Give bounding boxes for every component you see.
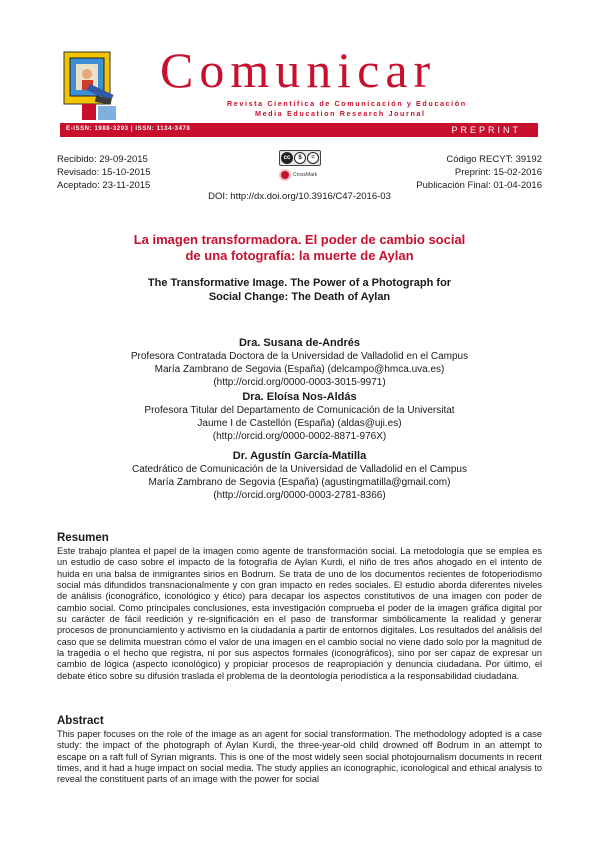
recyt-code: Código RECYT: 39192 bbox=[446, 154, 542, 165]
title-english bbox=[60, 276, 539, 304]
resumen-body: Este trabajo plantea el papel de la imagen como agente de transformación social. La metodología que se emplea es un estudio de caso sobre el impacto de la fotografía de Aylan Kurdi, el niño de tres años ahogado en el intento de huida en una balsa de inmigrantes sirios en Bodrum. Se trata de uno de los documentos recientes de fotoperiodismo social más difundidos transnacionalmente y con gran impacto en redes sociales. El estudio aborda diferentes niveles de análisis (iconográfico, iconológico y ético) para decapar los aspectos constitutivos de una imagen con poder de cambio social. Como principales conclusiones, esta investigación comprueba el poder de la imagen gráfica digital por su carácter de fácil reedición y re-significación en el paso de transformar simbólicamente la realidad y generar procesos de pronunciamiento y activismo en la ciudadanía a partir de entornos digitales. Los resultados del análisis del caso que se delimita muestran cómo el valor de una imagen en el cambio social no viene dado solo por la magnitud de la tragedia o el hecho que registra, ni por sus aspectos formales (iconográficos), sino por ser capaz de expresar un cambio de lógica (aspecto iconológico) y propiciar procesos de reapropiación y denuncia ciudadana. Por último, el debate ético sobre su difusión traslada el problema de la deontología periodística a la responsabilidad ciudadana. bbox=[57, 546, 542, 681]
journal-subtitle-en: Media Education Research Journal bbox=[255, 109, 426, 118]
accepted-date: Aceptado: 23-11-2015 bbox=[57, 180, 151, 191]
author-name: Dr. Agustín García-Matilla bbox=[232, 450, 367, 462]
author-block bbox=[60, 449, 539, 502]
author-block bbox=[60, 336, 539, 389]
issn-text: E-ISSN: 1988-3293 | ISSN: 1134-3478 bbox=[66, 126, 191, 132]
revised-date: Revisado: 15-10-2015 bbox=[57, 167, 151, 178]
preprint-date: Preprint: 15-02-2016 bbox=[454, 167, 542, 178]
title-english-line2: Social Change: The Death of Aylan bbox=[208, 291, 391, 303]
title-spanish bbox=[60, 232, 539, 263]
crossref-label: CrossMark bbox=[293, 171, 318, 178]
crossref-icon[interactable] bbox=[279, 167, 319, 182]
author-affiliation: Profesora Contratada Doctora de la Universidad de Valladolid en el Campus bbox=[130, 351, 469, 362]
abstract-body: This paper focuses on the role of the image as an agent for social transformation. The methodology adopted is a case study: the impact of the photograph of Aylan Kurdi, the three-year-old child drowned off Bodrum in an attempt to escape on a raft full of Syrian migrants. This is one of the most widely seen social photojournalism documents in recent times, and it had a huge impact on social media. The study applies an iconographic, iconological and ethical analysis to reveal the constituent parts of an image with the power for social bbox=[57, 729, 542, 785]
journal-title: Comunicar bbox=[160, 42, 437, 98]
title-spanish-line1: La imagen transformadora. El poder de cambio social bbox=[133, 232, 466, 247]
author-affiliation: María Zambrano de Segovia (España) (agustingmatilla@gmail.com) bbox=[148, 477, 451, 488]
author-affiliation: Jaume I de Castellón (España) (aldas@uji.es) bbox=[197, 418, 402, 429]
author-affiliation: Profesora Titular del Departamento de Comunicación de la Universitat bbox=[144, 405, 455, 416]
creative-commons-icon[interactable]: cc $ = bbox=[279, 150, 321, 166]
publication-info bbox=[416, 153, 542, 192]
abstract-heading: Abstract bbox=[57, 715, 104, 727]
author-orcid[interactable]: (http://orcid.org/0000-0002-8871-976X) bbox=[212, 431, 387, 442]
abstract-section bbox=[57, 714, 542, 786]
author-block bbox=[60, 390, 539, 443]
author-affiliation: Catedrático de Comunicación de la Universidad de Valladolid en el Campus bbox=[131, 464, 467, 475]
resumen-section bbox=[57, 531, 542, 682]
author-name: Dra. Eloísa Nos-Aldás bbox=[242, 391, 357, 403]
author-orcid[interactable]: (http://orcid.org/0000-0003-3015-9971) bbox=[213, 377, 386, 388]
submission-dates bbox=[57, 153, 150, 192]
author-affiliation: María Zambrano de Segovia (España) (delcampo@hmca.uva.es) bbox=[154, 364, 445, 375]
journal-logo bbox=[62, 44, 124, 124]
title-english-line1: The Transformative Image. The Power of a Photograph for bbox=[147, 277, 452, 289]
author-name: Dra. Susana de-Andrés bbox=[238, 337, 361, 349]
doi-link[interactable]: DOI: http://dx.doi.org/10.3916/C47-2016-03 bbox=[208, 191, 391, 202]
preprint-label: PREPRINT bbox=[451, 125, 521, 135]
final-publication-date: Publicación Final: 01-04-2016 bbox=[416, 180, 542, 191]
title-spanish-line2: de una fotografía: la muerte de Aylan bbox=[185, 247, 414, 263]
author-orcid[interactable]: (http://orcid.org/0000-0003-2781-8366) bbox=[213, 490, 386, 501]
journal-subtitle-es: Revista Científica de Comunicación y Educación bbox=[227, 99, 467, 108]
resumen-heading: Resumen bbox=[57, 532, 109, 544]
received-date: Recibido: 29-09-2015 bbox=[57, 154, 148, 165]
